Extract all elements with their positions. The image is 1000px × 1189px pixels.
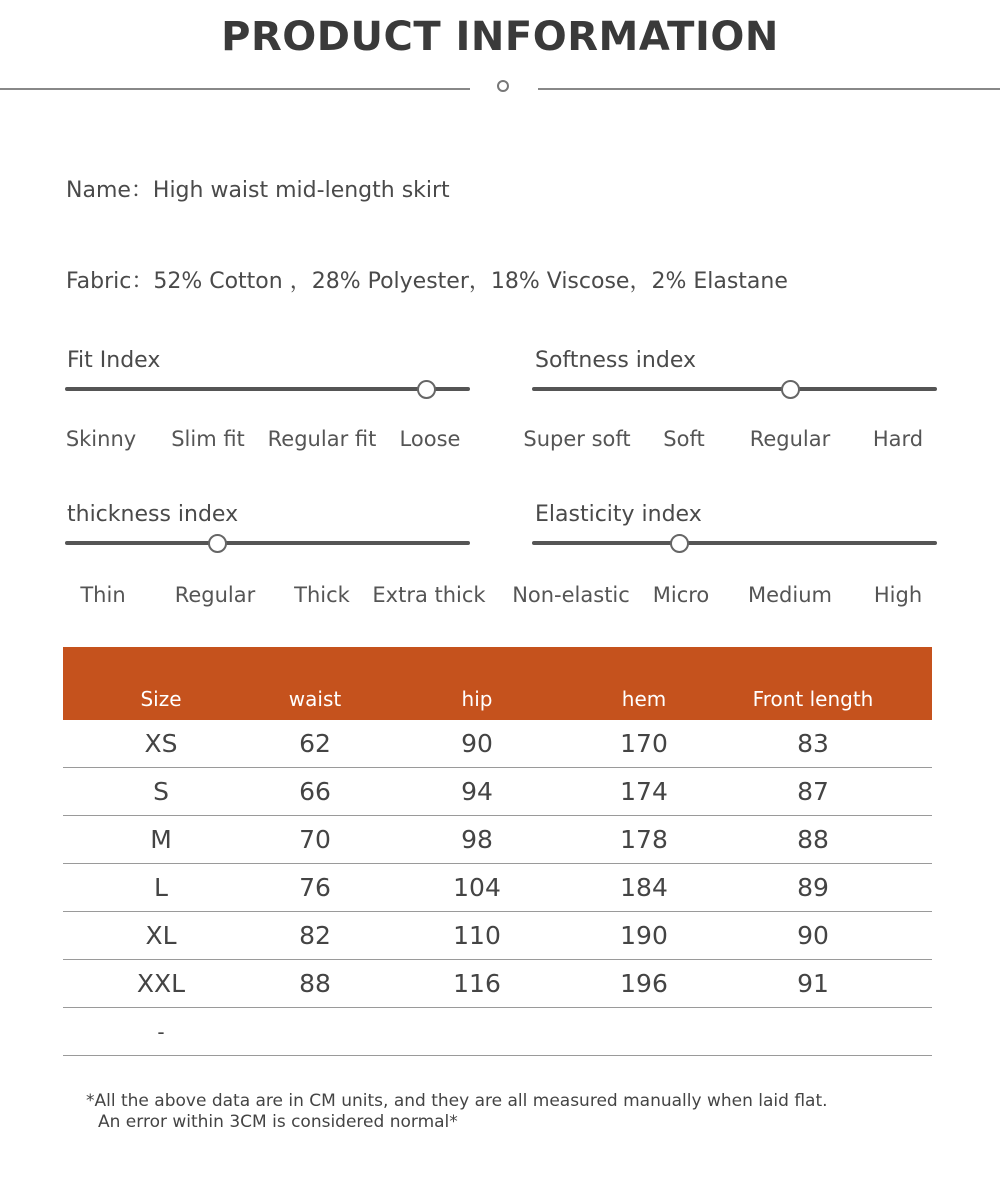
- cell-hem: 196: [620, 969, 668, 998]
- cell-size: S: [153, 777, 169, 806]
- fit-option-loose: Loose: [399, 427, 461, 451]
- elasticity-option-non-elastic: Non-elastic: [512, 583, 630, 607]
- cell-hip: 98: [461, 825, 493, 854]
- cell-front-length: 87: [797, 777, 829, 806]
- elasticity-index-title: Elasticity index: [535, 502, 702, 527]
- thickness-option-regular: Regular: [174, 583, 256, 607]
- size-table-header: [63, 647, 932, 720]
- thickness-option-extra-thick: Extra thick: [372, 583, 486, 607]
- title-circle-icon: [497, 80, 509, 92]
- softness-index-title: Softness index: [535, 348, 696, 373]
- table-row: [63, 864, 932, 912]
- cell-hem: 170: [620, 729, 668, 758]
- cell-size: XL: [145, 921, 177, 950]
- thickness-option-thick: Thick: [294, 583, 350, 607]
- elasticity-index-knob: [670, 534, 689, 553]
- cell-size: M: [150, 825, 172, 854]
- cell-hip: 110: [453, 921, 501, 950]
- cell-waist: 70: [299, 825, 331, 854]
- product-name: Name：High waist mid-length skirt: [66, 178, 450, 203]
- thickness-index-title: thickness index: [67, 502, 239, 527]
- fit-index-knob: [417, 380, 436, 399]
- title-divider-right: [538, 88, 1000, 90]
- cell-hem: 190: [620, 921, 668, 950]
- cell-hip: 90: [461, 729, 493, 758]
- cell-front-length: 90: [797, 921, 829, 950]
- fit-option-regular-fit: Regular fit: [267, 427, 377, 451]
- fit-option-skinny: Skinny: [65, 427, 137, 451]
- thickness-index-knob: [208, 534, 227, 553]
- fit-index-track: [65, 387, 470, 391]
- table-row: [63, 768, 932, 816]
- softness-option-regular: Regular: [749, 427, 831, 451]
- table-row: [63, 912, 932, 960]
- cell-hem: 184: [620, 873, 668, 902]
- size-table: [63, 647, 932, 1056]
- cell-hem: 178: [620, 825, 668, 854]
- elasticity-option-medium: Medium: [748, 583, 832, 607]
- cell-front-length: 88: [797, 825, 829, 854]
- softness-index-knob: [781, 380, 800, 399]
- cell-waist: 66: [299, 777, 331, 806]
- fit-option-slim-fit: Slim fit: [171, 427, 245, 451]
- table-row: [63, 1008, 932, 1056]
- cell-size: XXL: [136, 969, 186, 998]
- cell-hip: 116: [453, 969, 501, 998]
- title-divider-left: [0, 88, 470, 90]
- cell-size: XS: [144, 729, 178, 758]
- softness-option-hard: Hard: [872, 427, 924, 451]
- column-header-hem: hem: [621, 687, 667, 711]
- thickness-index-track: [65, 541, 470, 545]
- page-title: PRODUCT INFORMATION: [221, 14, 779, 60]
- column-header-hip: hip: [461, 687, 493, 711]
- thickness-option-thin: Thin: [80, 583, 126, 607]
- column-header-size: Size: [140, 687, 182, 711]
- cell-front-length: 91: [797, 969, 829, 998]
- table-row: [63, 960, 932, 1008]
- cell-waist: 82: [299, 921, 331, 950]
- softness-index-track: [532, 387, 937, 391]
- elasticity-option-micro: Micro: [652, 583, 710, 607]
- cell-size: L: [154, 873, 168, 902]
- table-row: [63, 720, 932, 768]
- cell-front-length: 89: [797, 873, 829, 902]
- cell-hip: 94: [461, 777, 493, 806]
- measurement-note-error: An error within 3CM is considered normal*: [98, 1112, 458, 1132]
- cell-waist: 88: [299, 969, 331, 998]
- cell-front-length: 83: [797, 729, 829, 758]
- cell-waist: 76: [299, 873, 331, 902]
- elasticity-index-track: [532, 541, 937, 545]
- softness-option-soft: Soft: [663, 427, 705, 451]
- cell-hem: 174: [620, 777, 668, 806]
- cell-size: -: [157, 1020, 165, 1044]
- cell-hip: 104: [453, 873, 501, 902]
- column-header-front-length: Front length: [752, 687, 874, 711]
- elasticity-option-high: High: [873, 583, 923, 607]
- product-fabric: Fabric：52% Cotton ，28% Polyester，18% Viscose，2% Elastane: [66, 269, 788, 294]
- column-header-waist: waist: [288, 687, 342, 711]
- cell-waist: 62: [299, 729, 331, 758]
- fit-index-title: Fit Index: [67, 348, 161, 373]
- table-row: [63, 816, 932, 864]
- measurement-note: *All the above data are in CM units, and they are all measured manually when laid flat.: [86, 1091, 828, 1111]
- softness-option-super-soft: Super soft: [523, 427, 631, 451]
